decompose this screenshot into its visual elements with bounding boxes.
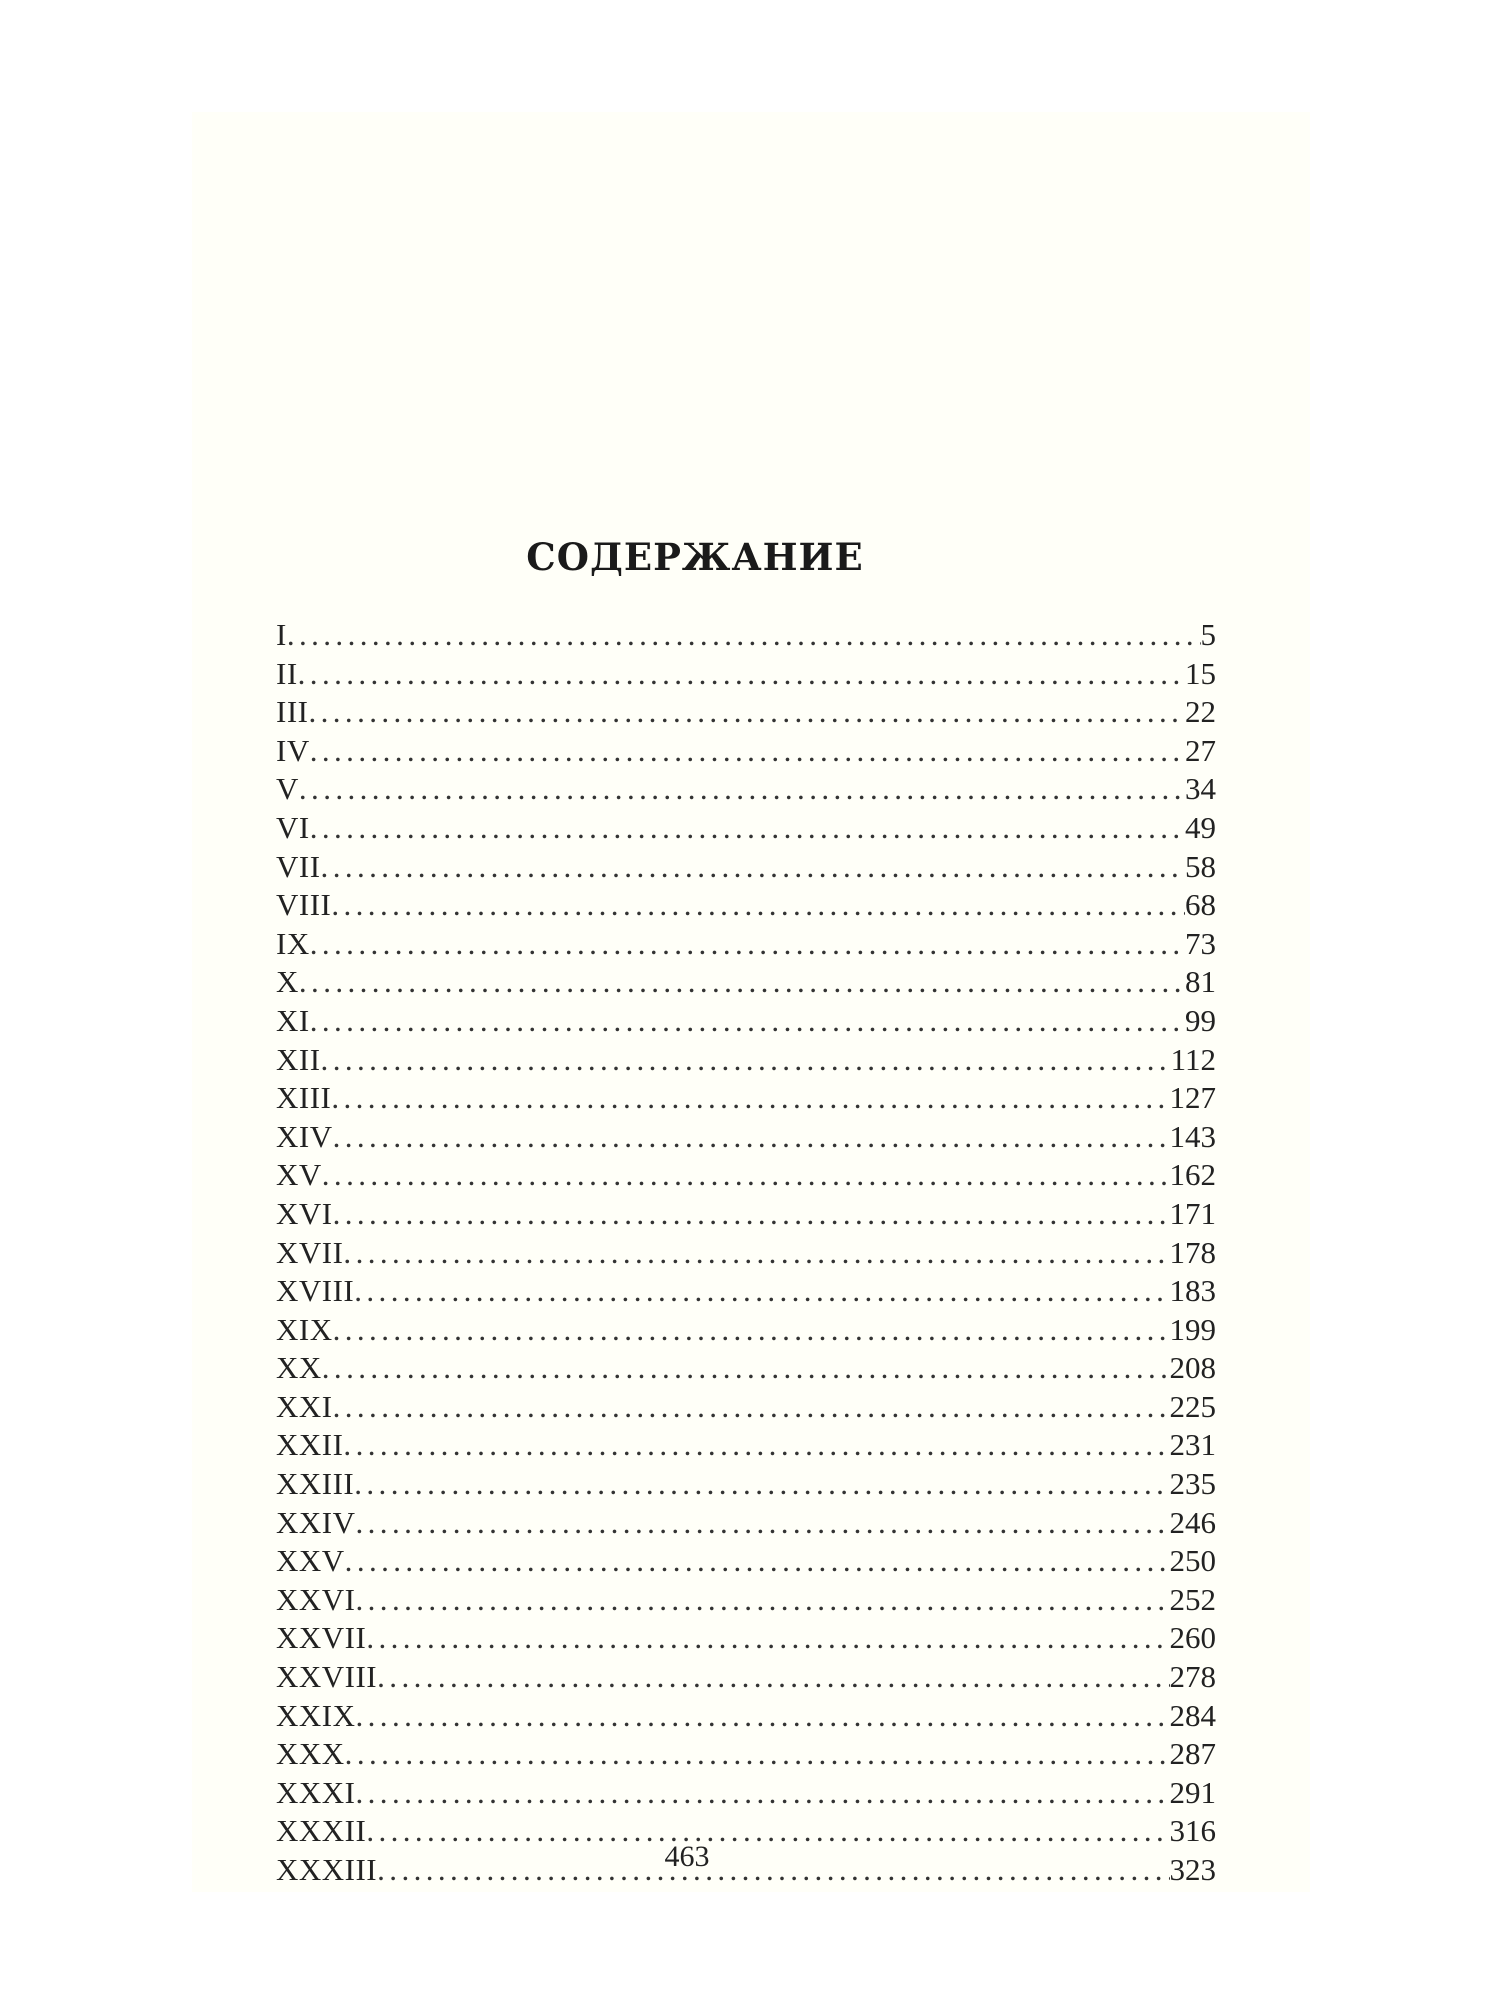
toc-entry (276, 1698, 1216, 1737)
toc-entry-page: 284 (1169, 1697, 1216, 1733)
toc-entry (276, 887, 1216, 926)
dot-leader (366, 1620, 1169, 1656)
toc-entry-label: XXXIII (276, 1852, 378, 1887)
toc-entry (276, 1080, 1216, 1119)
dot-leader (356, 1775, 1170, 1811)
toc-entry (276, 926, 1216, 965)
toc-entry (276, 1350, 1216, 1389)
toc-entry-label: IX (276, 925, 310, 961)
dot-leader (310, 733, 1185, 769)
dot-leader (321, 1042, 1171, 1078)
toc-entry-page: 22 (1185, 694, 1216, 730)
dot-leader (299, 771, 1185, 807)
toc-entry-page: 127 (1169, 1080, 1216, 1116)
dot-leader (310, 926, 1185, 962)
toc-entry (276, 1582, 1216, 1621)
dot-leader (333, 1312, 1170, 1348)
toc-entry-page: 235 (1169, 1466, 1216, 1502)
toc-entry-page: 81 (1185, 964, 1216, 1000)
dot-leader (321, 849, 1185, 885)
dot-leader (345, 1736, 1170, 1772)
toc-entry (276, 1042, 1216, 1081)
toc-entry-label: XI (276, 1002, 310, 1038)
toc-entry-label: XXIX (276, 1697, 356, 1733)
toc-entry-page: 208 (1169, 1350, 1216, 1386)
dot-leader (356, 1505, 1170, 1541)
toc-entry-page: 34 (1185, 771, 1216, 807)
toc-entry (276, 694, 1216, 733)
toc-entry (276, 1427, 1216, 1466)
toc-entry (276, 1466, 1216, 1505)
toc-entry-label: XXV (276, 1543, 345, 1579)
toc-entry-label: XXIV (276, 1504, 356, 1540)
toc-entry (276, 1312, 1216, 1351)
toc-entry-label: XXXI (276, 1774, 356, 1810)
toc-entry (276, 1659, 1216, 1698)
dot-leader (308, 694, 1185, 730)
dot-leader (354, 1273, 1169, 1309)
dot-leader (377, 1659, 1169, 1695)
toc-entry-page: 260 (1169, 1620, 1216, 1656)
dot-leader (333, 1196, 1170, 1232)
dot-leader (333, 1389, 1170, 1425)
toc-entry-label: XXX (276, 1736, 345, 1772)
toc-entry-page: 183 (1169, 1273, 1216, 1309)
dot-leader (343, 1427, 1169, 1463)
toc-entry-page: 291 (1169, 1774, 1216, 1810)
toc-entry-label: XXVI (276, 1581, 356, 1617)
toc-entry (276, 1543, 1216, 1582)
toc-entry-page: 27 (1185, 732, 1216, 768)
toc-entry-label: IV (276, 732, 310, 768)
toc-entry-page: 323 (1169, 1852, 1216, 1887)
toc-entry (276, 1389, 1216, 1428)
toc-entry-page: 287 (1169, 1736, 1216, 1772)
toc-entry-label: XX (276, 1350, 322, 1386)
toc-entry (276, 1620, 1216, 1659)
toc-entry (276, 1775, 1216, 1814)
toc-entry-label: XVII (276, 1234, 344, 1270)
toc-entry-label: XIII (276, 1080, 332, 1116)
toc-entry (276, 1273, 1216, 1312)
toc-entry (276, 849, 1216, 888)
dot-leader (333, 1119, 1170, 1155)
toc-entry-label: XXI (276, 1388, 333, 1424)
toc-entry (276, 656, 1216, 695)
dot-leader (299, 964, 1185, 1000)
toc-entry-label: II (276, 655, 298, 691)
table-of-contents (276, 617, 1216, 1891)
toc-entry (276, 771, 1216, 810)
toc-entry-page: 68 (1185, 887, 1216, 923)
toc-entry-label: XV (276, 1157, 322, 1193)
toc-entry-label: XXVIII (276, 1659, 378, 1695)
toc-entry (276, 810, 1216, 849)
toc-entry-page: 58 (1185, 848, 1216, 884)
toc-entry (276, 617, 1216, 656)
toc-entry-page: 225 (1169, 1388, 1216, 1424)
toc-entry (276, 964, 1216, 1003)
toc-entry-label: III (276, 694, 309, 730)
toc-entry-page: 99 (1185, 1002, 1216, 1038)
toc-entry (276, 733, 1216, 772)
toc-entry-page: 171 (1169, 1195, 1216, 1231)
toc-entry-page: 15 (1185, 655, 1216, 691)
toc-entry-label: XII (276, 1041, 321, 1077)
book-page (192, 112, 1310, 1892)
dot-leader (322, 1350, 1170, 1386)
toc-entry-page: 246 (1169, 1504, 1216, 1540)
toc-entry-label: XVI (276, 1195, 333, 1231)
toc-entry-label: V (276, 771, 299, 807)
page-number: 463 (664, 1840, 710, 1873)
toc-entry-label: XIX (276, 1311, 333, 1347)
toc-entry-page: 112 (1170, 1041, 1216, 1077)
toc-entry-page: 162 (1169, 1157, 1216, 1193)
toc-entry-label: VI (276, 809, 310, 845)
dot-leader (356, 1582, 1170, 1618)
toc-entry-page: 250 (1169, 1543, 1216, 1579)
dot-leader (356, 1698, 1170, 1734)
toc-entry-page: 143 (1169, 1118, 1216, 1154)
toc-entry-page: 252 (1169, 1581, 1216, 1617)
dot-leader (298, 656, 1185, 692)
toc-entry-label: XIV (276, 1118, 333, 1154)
dot-leader (322, 1157, 1170, 1193)
toc-entry-page: 316 (1169, 1813, 1216, 1849)
toc-entry (276, 1119, 1216, 1158)
dot-leader (310, 1003, 1185, 1039)
toc-entry-page: 178 (1169, 1234, 1216, 1270)
dot-leader (287, 617, 1201, 653)
toc-entry (276, 1736, 1216, 1775)
toc-entry (276, 1505, 1216, 1544)
toc-entry-page: 231 (1169, 1427, 1216, 1463)
toc-entry (276, 1003, 1216, 1042)
toc-entry (276, 1235, 1216, 1274)
page-title: СОДЕРЖАНИЕ (526, 535, 864, 579)
toc-entry-page: 199 (1169, 1311, 1216, 1347)
toc-entry-label: XXII (276, 1427, 344, 1463)
toc-entry-page: 278 (1169, 1659, 1216, 1695)
dot-leader (343, 1235, 1169, 1271)
toc-entry-label: VII (276, 848, 321, 884)
toc-entry (276, 1196, 1216, 1235)
dot-leader (345, 1543, 1170, 1579)
dot-leader (331, 1080, 1169, 1116)
dot-leader (331, 887, 1185, 923)
toc-entry-label: XXVII (276, 1620, 367, 1656)
dot-leader (310, 810, 1185, 846)
toc-entry (276, 1157, 1216, 1196)
toc-entry-label: XVIII (276, 1273, 355, 1309)
toc-entry-label: VIII (276, 887, 332, 923)
toc-entry-page: 5 (1200, 617, 1216, 652)
toc-entry-label: XXXII (276, 1813, 367, 1849)
toc-entry-page: 49 (1185, 809, 1216, 845)
toc-entry-page: 73 (1185, 925, 1216, 961)
toc-entry-label: XXIII (276, 1466, 355, 1502)
dot-leader (354, 1466, 1169, 1502)
toc-entry-label: I (276, 617, 287, 652)
toc-entry-label: X (276, 964, 299, 1000)
